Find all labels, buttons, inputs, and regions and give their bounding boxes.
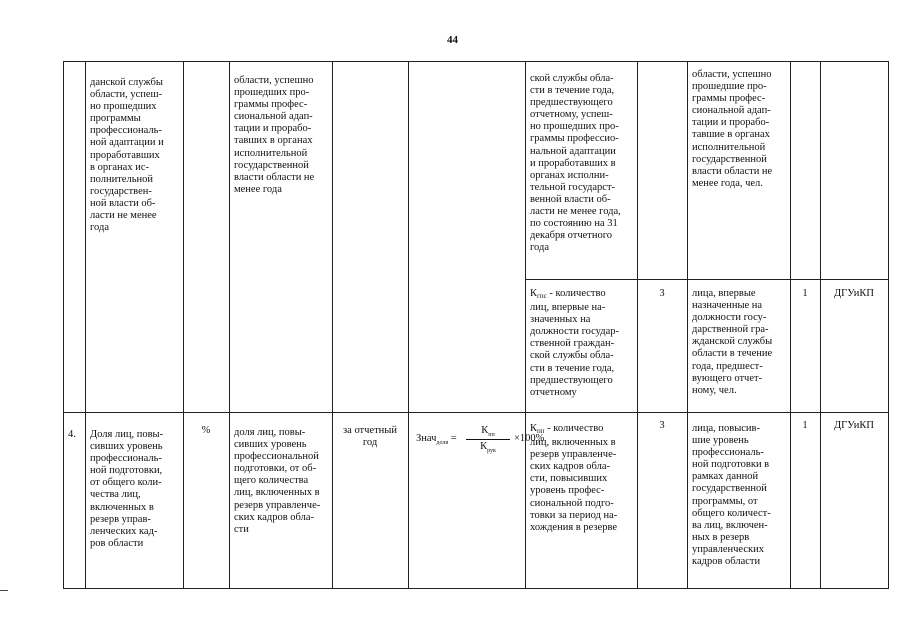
page-number: 44 bbox=[447, 34, 458, 46]
indicator-definition-cont: области, успешно прошедших про- граммы профес- сиональной адап- тации и прорабо- тавших в органах исполнительной государственной власти области не менее года bbox=[234, 75, 315, 195]
variable-kgps-unit: лица, впервые назначенные на должности госу- дарственной гра- жданской службы области в течение года, предшест- вующего отчет- ному, чел. bbox=[692, 288, 773, 396]
source-number: 3 bbox=[659, 288, 665, 299]
variable-kpp-description bbox=[530, 423, 637, 534]
table-border-right bbox=[888, 61, 889, 589]
variable-subscript: пп bbox=[537, 427, 545, 435]
variable-kgps-description bbox=[530, 288, 637, 399]
formula-fraction bbox=[466, 425, 510, 454]
formula-lhs-subscript: доля bbox=[436, 440, 449, 447]
variable-symbol: К bbox=[530, 288, 538, 299]
responsible-org: ДГУиКП bbox=[834, 288, 874, 299]
variable-text: - количество лиц, включенных в резерв управленче- ских кадров обла- сти, повысивших уровень профес- сиональной подго- товки за период на- хождения в резерве bbox=[530, 423, 618, 533]
reporting-period: за отчетный год bbox=[343, 425, 397, 449]
col-divider bbox=[229, 61, 230, 589]
unit-of-measure: % bbox=[201, 425, 211, 436]
responsible-org: ДГУиКП bbox=[834, 420, 874, 431]
variable-text: - количество лиц, впервые на- значенных на должности государ- ственной граждан- ской службы обла- сти в течение года, предшествующего отчетному bbox=[530, 288, 619, 398]
formula-denominator-subscript: рук bbox=[487, 448, 496, 455]
col-divider bbox=[332, 61, 333, 589]
level-number: 1 bbox=[802, 420, 808, 431]
formula-numerator-symbol: К bbox=[481, 425, 489, 436]
indicator-table bbox=[63, 61, 889, 589]
variable-description-cont: ской службы обла- сти в течение года, предшествующего отчетному, успеш- но прошедших про- граммы профессио- нальной адаптации и проработавших в органах исполни- тельной государст- венной власти об- ласти не менее года, по состоянию на 31 декабря отчетного года bbox=[530, 73, 621, 254]
formula-lhs bbox=[416, 433, 457, 446]
table-border-left bbox=[63, 61, 64, 589]
col-divider bbox=[820, 61, 821, 589]
formula-denominator-symbol: К bbox=[480, 441, 488, 453]
col-divider bbox=[525, 61, 526, 589]
table-border-bottom bbox=[63, 588, 889, 589]
col-divider bbox=[687, 61, 688, 589]
indicator-name-cont: данской службы области, успеш- но прошедших программы профессиональ- ной адаптации и проработавших в органах ис- полнительной государствен- ной власти об- ласти не менее года bbox=[90, 77, 164, 234]
source-number: 3 bbox=[659, 420, 665, 431]
margin-mark bbox=[0, 590, 8, 591]
indicator-name: Доля лиц, повы- сивших уровень профессиональ- ной подготовки, от общего коли- чества лиц, включенных в резерв управ- ленческих кад- ров области bbox=[90, 429, 164, 549]
formula-equals: = bbox=[450, 433, 457, 444]
col-divider bbox=[790, 61, 791, 589]
variable-unit-cont: области, успешно прошедшие про- граммы профес- сиональной адап- тации и прорабо- тавшие в органах исполнительной государственной власти области не менее года, чел. bbox=[692, 69, 773, 189]
row-divider bbox=[525, 279, 889, 280]
col-divider bbox=[637, 61, 638, 589]
table-border-top bbox=[63, 61, 889, 62]
row-divider bbox=[63, 412, 889, 413]
col-divider bbox=[85, 61, 86, 589]
variable-symbol: К bbox=[530, 423, 538, 434]
formula-multiplier: ×100% bbox=[514, 433, 545, 444]
indicator-definition: доля лиц, повы- сивших уровень профессиональной подготовки, от об- щего количества лиц, включенных в резерв управленче- ских кадров обла- сти bbox=[234, 427, 321, 535]
formula-numerator-subscript: пп bbox=[488, 432, 495, 439]
formula-denominator bbox=[466, 440, 510, 454]
formula-numerator bbox=[466, 425, 510, 440]
variable-subscript: гпс bbox=[537, 292, 547, 300]
level-number: 1 bbox=[802, 288, 808, 299]
col-divider bbox=[183, 61, 184, 589]
col-divider bbox=[408, 61, 409, 589]
formula-lhs-symbol: Знач bbox=[416, 433, 437, 444]
variable-kpp-unit: лица, повысив- шие уровень профессиональ- ной подготовки в рамках данной государственной программы, от общего количест- ва лиц, включен- ных в резерв управленческих кадров области bbox=[692, 423, 771, 568]
row-number: 4. bbox=[68, 429, 76, 440]
